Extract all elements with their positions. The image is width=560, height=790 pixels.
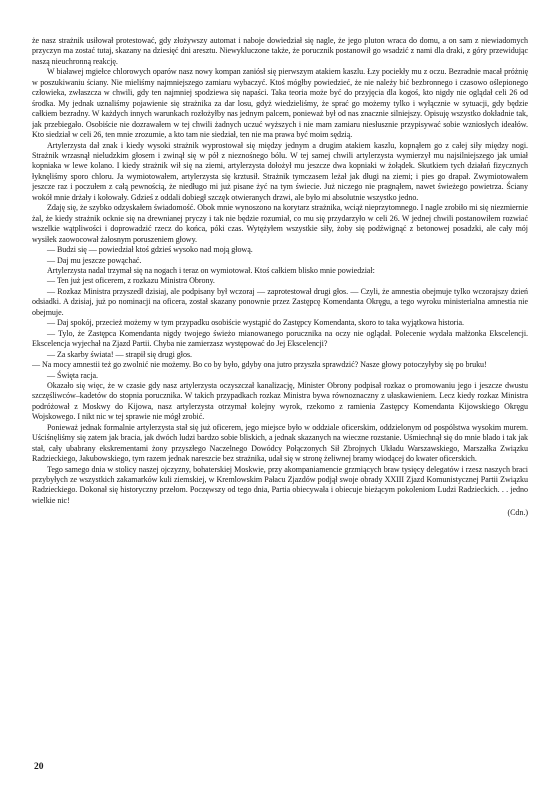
paragraph: — Budzi się — powiedział ktoś gdzieś wysoko nad moją głową. bbox=[47, 245, 253, 255]
paragraph: Ponieważ jednak formalnie artylerzysta stał się już oficerem, jego miejsce było w oddziale oficerskim, oddzielonym od pospólstwa wysokim murem. Uściśnęliśmy się zatem jak bracia, jak dwóch ludzi bardzo sobie bliskich, a jednak skazanych na wieczne rozstanie. Uśmiechnął się do mnie blado i tak jak stał, cały ubabrany ekskrementami żony przyszłego Naczelnego Dowódcy Połączonych Sił Zbrojnych Układu Warszawskiego, Marszałka Związku Radzieckiego, Jakubowskiego, tym razem jednak nareszcie bez strażnika, udał się w stronę żeliwnej bramy wiodącej do kwater oficerskich. bbox=[32, 422, 528, 464]
paragraph: Artylerzysta nadal trzymał się na nogach i teraz on wymiotował. Ktoś całkiem blisko mnie powiedział: bbox=[47, 265, 375, 275]
page-number: 20 bbox=[34, 762, 44, 772]
paragraph: — Ten już jest oficerem, z rozkazu Ministra Obrony. bbox=[47, 276, 215, 286]
paragraph: Artylerzysta dał znak i kiedy wysoki strażnik wyprostował się między jednym a drugim atakiem kaszlu, kopnąłem go z całej siły między nogi. Strażnik wrzasnął nieludzkim głosem i zwinął się w pół z nieznośnego bólu. W tej samej chwili artylerzysta wymierzył mu najsilniejszego jak umiał kopniaka w lewe kolano. I kiedy strażnik wił się na ziemi, artylerzysta dołożył mu jeszcze dwa kopniaki w żołądek. Skutkiem tych działań fizycznych łyknęliśmy sporo chloru. Ja wymiotowałem, artylerzysta się krztusił. Strażnik tymczasem leżał jak długi na ziemi; i pies go drapał. Zwymiotowałem jeszcze raz i poczułem z całą pewnością, że niedługo mi już pisane żyć na tym świecie. Już niczego nie pragnąłem, nawet świeżego powietrza. Ściany wokół mnie drżały i kołowały. Gdzieś z oddali dobiegł szczęk otwieranych drzwi, ale było mi absolutnie wszystko jedno. bbox=[32, 140, 528, 202]
paragraph: W białawej mgiełce chlorowych oparów nasz nowy kompan zaniósł się pierwszym atakiem kaszlu. Łzy pociekły mu z oczu. Bezradnie macał próżnię w poszukiwaniu ściany. Nie mieliśmy najmniejszego zamiaru wybaczyć. Ktoś mógłby powiedzieć, że nie należy bić bezbronnego i czasowo oślepionego człowieka, zwłaszcza w chwili, gdy ten najmniej spodziewa się napaści. Taka teoria może być do przyjęcia dla kogoś, kto nigdy nie oglądał celi 26 od środka. My jednak uznaliśmy pojawienie się strażnika za dar losu, gdyż wiedzieliśmy, że sprać go możemy tylko i wyłącznie w sytuacji, gdy będzie całkiem bezradny. W każdych innych warunkach rozłożyłby nas jednym palcem, ponieważ był od nas znacznie silniejszy. Opisuję wszystko dokładnie tak, jak przebiegało. Osobiście nie dozrawałem w tej chwili żadnych uczuć wyższych i nie mam zamiaru niesłusznie przypisywać sobie wzniosłych ideałów. Kto siedział w celi 26, ten mnie zrozumie, a kto tam nie siedział, ten nie ma prawa być moim sędzią. bbox=[32, 67, 528, 140]
paragraph: — Daj mu jeszcze powąchać. bbox=[47, 255, 142, 265]
paragraph: Zdaję się, że szybko odzyskałem świadomość. Obok mnie wynoszono na korytarz strażnika, wciąż nieprzytomnego. I nagle zrobiło mi się niezmiernie żal, że kiedy strażnik ocknie się na drewnianej pryczy i tak nie będzie rozumiał, co mu się przydarzyło w celi 26. W jednej chwili postanowiłem rozwiać wszelkie wątpliwości i doprowadzić rzecz do końca, póki czas. Wytężyłem wszystkie siły, żoby się podźwignąć z betonowej posadzki, ale cały mój wysiłek zaowocował żałosnym poruszeniem głowy. bbox=[32, 203, 528, 244]
paragraph: — Święta racja. bbox=[47, 370, 99, 380]
paragraph: — Na mocy amnestii też go zwolnić nie możemy. Bo co by było, gdyby ona jutro przyszła sprawdzić? Nasze głowy potoczyłyby się po bruku! bbox=[32, 360, 487, 370]
paragraph: — Rozkaz Ministra przyszedł dzisiaj, ale podpisany był wczoraj — zaprotestował drugi głos. — Czyli, że amnestia obejmuje tylko wczorajszy dzień odsiadki. A dzisiaj, już po nominacji na oficera, został skazany ponownie przez Zastępcę Komendanta Okręgu, a tego wyroku ministerialna amnestia nie obejmuje. bbox=[32, 286, 528, 317]
continuation-note: (Cdn.) bbox=[507, 508, 528, 518]
paragraph: Tego samego dnia w stolicy naszej ojczyzny, bohaterskiej Moskwie, przy akompaniamencie grzmiących braw tysięcy delegatów i rzesz naszych braci przybyłych ze wszystkich zakamarków kuli ziemskiej, w Kremlowskim Pałacu Zjazdów podjął swoje obrady XXIII Zjazd Komunistycznej Partii Związku Radzieckiego. Dokonał się historyczny przełom. Poczęwszy od tego dnia, Partia obiecywała i obiecuje bieżącym pokoleniom Ludzi Radzieckich. . . jedno wielkie nic! bbox=[32, 464, 528, 505]
paragraph: że nasz strażnik usiłował protestować, gdy złożywszy automat i naboje dowiedział się nagle, że jego pluton wraca do domu, a on sam z niewiadomych przyczyn ma zostać tutaj, skazany na dziesięć dni aresztu. Niewykluczone także, że porucznik postanowił go wsadzić z nami dla draki, z góry przewidując naszą nieuchronną reakcję. bbox=[32, 36, 528, 66]
paragraph: Okazało się więc, że w czasie gdy nasz artylerzysta oczyszczał kanalizację, Minister Obrony podpisał rozkaz o promowaniu jego i jeszcze dwustu szczęśliwców–kadetów do stopnia porucznika. W takich przypadkach rozkaz Ministra bywa równoznaczny z ułaskawieniem. Lecz kiedy rozkaz Ministra podróżował z Moskwy do Kijowa, nasz artylerzysta otrzymał kolejny wyrok, rzekomo z ramienia Zastępcy Komendanta Kijowskiego Okręgu Wojskowego. I nikt nic w tej sprawie nie mógł zrobić. bbox=[32, 380, 528, 422]
document-page bbox=[32, 36, 528, 766]
paragraph: — Tylo, że Zastępca Komendanta nigdy twojego świeżo mianowanego porucznika na oczy nie oglądał. Polecenie wydała małżonka Ekscelencji. Ekscelencja wyjechał na Zjazd Partii. Chyba nie zamierzasz występować do Jej Ekscelencji? bbox=[32, 328, 528, 349]
body-text bbox=[32, 36, 528, 506]
paragraph: — Daj spokój, przecież możemy w tym przypadku osobiście wystąpić do Zastępcy Komendanta, skoro to taka wyjątkowa historia. bbox=[47, 318, 465, 328]
paragraph: — Za skarby świata! — strapił się drugi głos. bbox=[47, 349, 193, 359]
